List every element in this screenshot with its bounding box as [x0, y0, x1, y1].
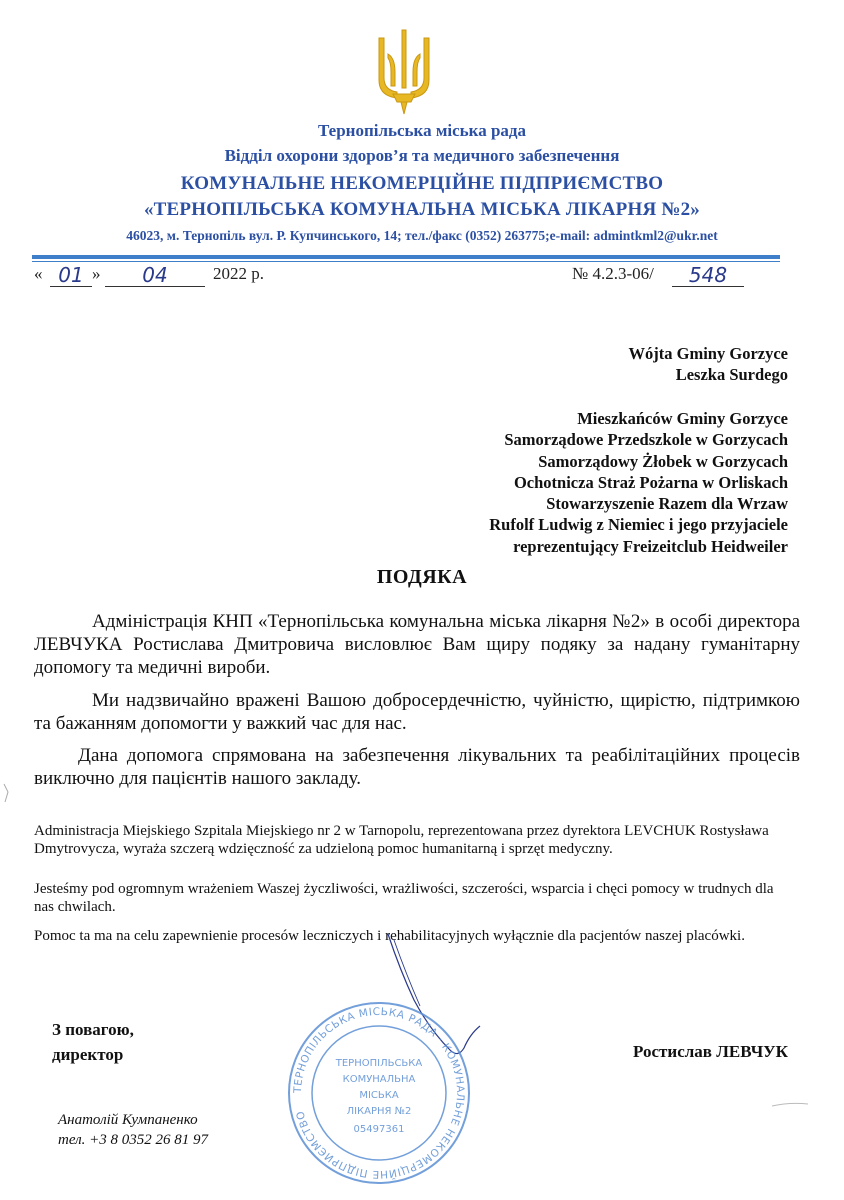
addressee-line: Stowarzyszenie Razem dla Wrzaw	[546, 494, 788, 514]
executor-phone: тел. +3 8 0352 26 81 97	[58, 1132, 209, 1148]
closing-phrase: З повагою,	[52, 1020, 134, 1039]
addressee-primary	[629, 343, 788, 386]
date-month: 04	[105, 264, 205, 287]
addressee-secondary	[489, 408, 788, 557]
date-year: 2022 р.	[213, 264, 264, 283]
letterhead-rule-thick	[32, 255, 780, 259]
registration-prefix: № 4.2.3-06/	[572, 264, 654, 283]
body-ua-paragraph: Адміністрація КНП «Тернопільська комунальна міська лікарня №2» в особі директора ЛЕВЧУКА Ростислава Дмитровича висловлює Вам щиру подяку за надану гуманітарну допомогу та медичні вироби.	[34, 611, 800, 678]
seal-center-line: ЛІКАРНЯ №2	[346, 1106, 412, 1117]
signer-name: Ростислав ЛЕВЧУК	[633, 1042, 788, 1061]
date-day: 01	[50, 264, 92, 287]
letterhead-rule-thin	[32, 261, 780, 262]
seal-center-line: МІСЬКА	[359, 1090, 399, 1101]
signature-block	[52, 1017, 134, 1067]
letterhead-hospital-name: «ТЕРНОПІЛЬСЬКА КОМУНАЛЬНА МІСЬКА ЛІКАРНЯ №2»	[143, 199, 701, 220]
trident-emblem-icon	[375, 28, 433, 116]
body-ua-paragraph: Дана допомога спрямована на забезпечення лікувальних та реабілітаційних процесів виключно для пацієнтів нашого закладу.	[34, 745, 800, 789]
letterhead-contacts: 46023, м. Тернопіль вул. Р. Купчинського, 14; тел./факс (0352) 263775;e-mail: admintkml2@ukr.net	[126, 228, 718, 243]
executor-name: Анатолій Кумпаненко	[58, 1112, 198, 1128]
body-pl-paragraph: Pomoc ta ma na celu zapewnienie procesów leczniczych i rehabilitacyjnych wyłącznie dla pacjentów naszej placówki.	[34, 928, 745, 944]
addressee-line: Ochotnicza Straż Pożarna w Orliskach	[513, 472, 788, 492]
date-open-quote: «	[34, 264, 43, 283]
body-pl-paragraph: Administracja Miejskiego Szpitala Miejskiego nr 2 w Tarnopolu, reprezentowana przez dyrektora LEVCHUK Rostysława Dmytrovycza, wyraża szczerą wdzięczność za udzieloną pomoc humanitarną i sprzęt medyczny.	[34, 823, 769, 857]
seal-center-line: 05497361	[353, 1124, 405, 1135]
addressee-line: reprezentujący Freizeitclub Heidweiler	[513, 536, 788, 556]
addressee-line: Samorządowe Przedszkole w Gorzycach	[504, 430, 788, 450]
executor-block	[58, 1110, 208, 1150]
scan-mark-icon	[770, 1100, 810, 1110]
body-pl-paragraph: Jesteśmy pod ogromnym wrażeniem Waszej życzliwości, wrażliwości, szczerości, wsparcia i chęci pomocy w trudnych dla nas chwilach.	[34, 881, 774, 915]
letterhead-council: Тернопільська міська рада	[317, 121, 527, 140]
registration-number: 548	[672, 264, 744, 287]
signer-position: директор	[52, 1045, 124, 1064]
scan-mark-icon	[0, 780, 14, 810]
letterhead-enterprise-type: КОМУНАЛЬНЕ НЕКОМЕРЦІЙНЕ ПІДПРИЄМСТВО	[180, 173, 664, 194]
date-close-quote: »	[92, 264, 101, 283]
official-seal-icon	[286, 1000, 472, 1186]
seal-outer-text: ТЕРНОПІЛЬСЬКА МІСЬКА РАДА · КОМУНАЛЬНЕ НЕКОМЕРЦІЙНЕ ПІДПРИЄМСТВО	[291, 1005, 467, 1181]
letter-title: ПОДЯКА	[376, 566, 468, 588]
body-ua-paragraph: Ми надзвичайно вражені Вашою добросердечністю, чуйністю, щирістю, підтримкою та бажанням допомогти у важкий час для нас.	[34, 690, 800, 734]
addressee-line: Samorządowy Żłobek w Gorzycach	[538, 451, 788, 471]
addressee-line: Rufolf Ludwig z Niemiec i jego przyjaciele	[489, 515, 788, 535]
addressee-line: Mieszkańców Gminy Gorzyce	[577, 409, 788, 428]
addressee-line: Wójta Gminy Gorzyce	[628, 344, 788, 363]
seal-center-line: КОМУНАЛЬНА	[342, 1074, 416, 1085]
addressee-line: Leszka Surdego	[675, 365, 788, 385]
seal-center-line: ТЕРНОПІЛЬСЬКА	[335, 1058, 423, 1069]
letterhead-department: Відділ охорони здоров’я та медичного забезпечення	[224, 146, 620, 165]
